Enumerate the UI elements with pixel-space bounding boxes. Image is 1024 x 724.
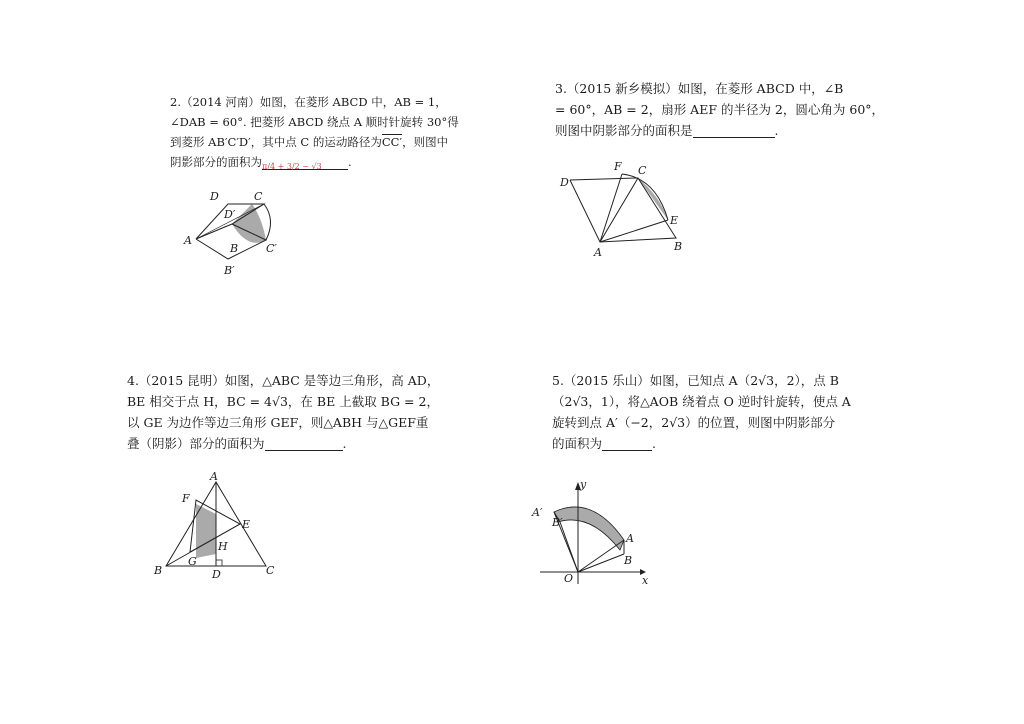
problem-4-line4: 叠（阴影）部分的面积为 . bbox=[127, 436, 347, 451]
problem-2-line3: 到菱形 AB′C′D′，其中点 C 的运动路径为CC′，则图中 bbox=[170, 135, 449, 149]
label-b: B bbox=[674, 240, 683, 253]
problem-5-line3: 旋转到点 A′（−2，2√3）的位置，则图中阴影部分 bbox=[552, 415, 836, 430]
problem-3-text bbox=[555, 78, 895, 141]
handwritten-answer: π/4 + 3/2 − √3 bbox=[262, 162, 322, 171]
label-a: A bbox=[184, 234, 192, 247]
shaded-region-4 bbox=[196, 504, 216, 558]
problem-3-line3: 则图中阴影部分的面积是 . bbox=[555, 123, 779, 138]
label-y: y bbox=[580, 478, 587, 491]
right-angle-mark bbox=[216, 560, 222, 566]
problem-5-text bbox=[552, 370, 902, 454]
rhombus-abcd bbox=[570, 178, 679, 242]
radius-af bbox=[600, 174, 622, 242]
label-a-prime: A′ bbox=[532, 506, 543, 519]
problem-3-line2: = 60°，AB = 2，扇形 AEF 的半径为 2，圆心角为 60°， bbox=[555, 102, 885, 117]
segment-ob-prime bbox=[560, 522, 578, 572]
problem-2-line2: ∠DAB = 60°. 把菱形 ABCD 绕点 A 顺时针旋转 30°得 bbox=[170, 115, 459, 129]
problem-2-line1: 2.（2014 河南）如图，在菱形 ABCD 中，AB = 1， bbox=[170, 95, 447, 109]
segment-ob bbox=[578, 554, 624, 572]
label-a: A bbox=[594, 246, 602, 259]
label-c: C bbox=[266, 564, 275, 577]
label-h: H bbox=[218, 540, 228, 553]
problem-2-line4: 阴影部分的面积为π/4 + 3/2 − √3 . bbox=[170, 155, 352, 171]
answer-blank-5 bbox=[602, 436, 652, 451]
answer-blank-4 bbox=[265, 436, 343, 451]
figure-5-rotation bbox=[530, 480, 660, 590]
label-c-prime: C′ bbox=[266, 242, 277, 255]
label-e: E bbox=[242, 518, 251, 531]
answer-blank-2 bbox=[262, 155, 348, 170]
diagonal-ac bbox=[600, 178, 638, 242]
figure-2-rhombus bbox=[180, 190, 300, 280]
label-b: B bbox=[624, 554, 633, 567]
problem-5-line1: 5.（2015 乐山）如图，已知点 A（2√3，2），点 B bbox=[552, 373, 839, 388]
shaded-region-3 bbox=[622, 174, 668, 220]
label-g: G bbox=[188, 555, 197, 568]
shaded-ring-region bbox=[554, 507, 624, 550]
label-f: F bbox=[614, 160, 622, 173]
label-b-prime: B′ bbox=[224, 264, 235, 277]
problem-4-line3: 以 GE 为边作等边三角形 GEF，则△ABH 与△GEF重 bbox=[127, 415, 429, 430]
label-a: A bbox=[210, 470, 218, 483]
segment-oa bbox=[578, 540, 624, 572]
answer-blank-3 bbox=[693, 123, 775, 138]
label-o: O bbox=[564, 572, 574, 585]
problem-5-line4: 的面积为 . bbox=[552, 436, 656, 451]
label-x: x bbox=[642, 574, 649, 587]
label-b-prime: B′ bbox=[552, 516, 563, 529]
label-a: A bbox=[626, 532, 634, 545]
label-d: D bbox=[212, 568, 221, 581]
arc-cc bbox=[264, 204, 271, 240]
label-d-prime: D′ bbox=[224, 208, 236, 221]
label-b: B bbox=[154, 564, 163, 577]
problem-4-text bbox=[127, 370, 507, 454]
figure-3-rhombus-sector bbox=[560, 160, 690, 260]
label-c: C bbox=[254, 190, 263, 203]
problem-5-line2: （2√3，1），将△AOB 绕着点 O 逆时针旋转，使点 A bbox=[552, 394, 851, 409]
label-d: D bbox=[560, 176, 569, 189]
figure-4-triangle bbox=[150, 470, 290, 580]
label-f: F bbox=[182, 492, 190, 505]
label-c: C bbox=[638, 164, 647, 177]
label-b: B bbox=[230, 242, 239, 255]
label-d: D bbox=[210, 190, 219, 203]
arc-fe bbox=[622, 174, 668, 220]
arc-cc-label: CC′ bbox=[381, 135, 403, 149]
problem-4-line2: BE 相交于点 H，BC = 4√3，在 BE 上截取 BG = 2， bbox=[127, 394, 439, 409]
problem-4-line1: 4.（2015 昆明）如图，△ABC 是等边三角形，高 AD， bbox=[127, 373, 440, 388]
problem-2-text bbox=[170, 92, 470, 172]
problem-3-line1: 3.（2015 新乡模拟）如图，在菱形 ABCD 中，∠B bbox=[555, 81, 844, 96]
label-e: E bbox=[670, 214, 679, 227]
